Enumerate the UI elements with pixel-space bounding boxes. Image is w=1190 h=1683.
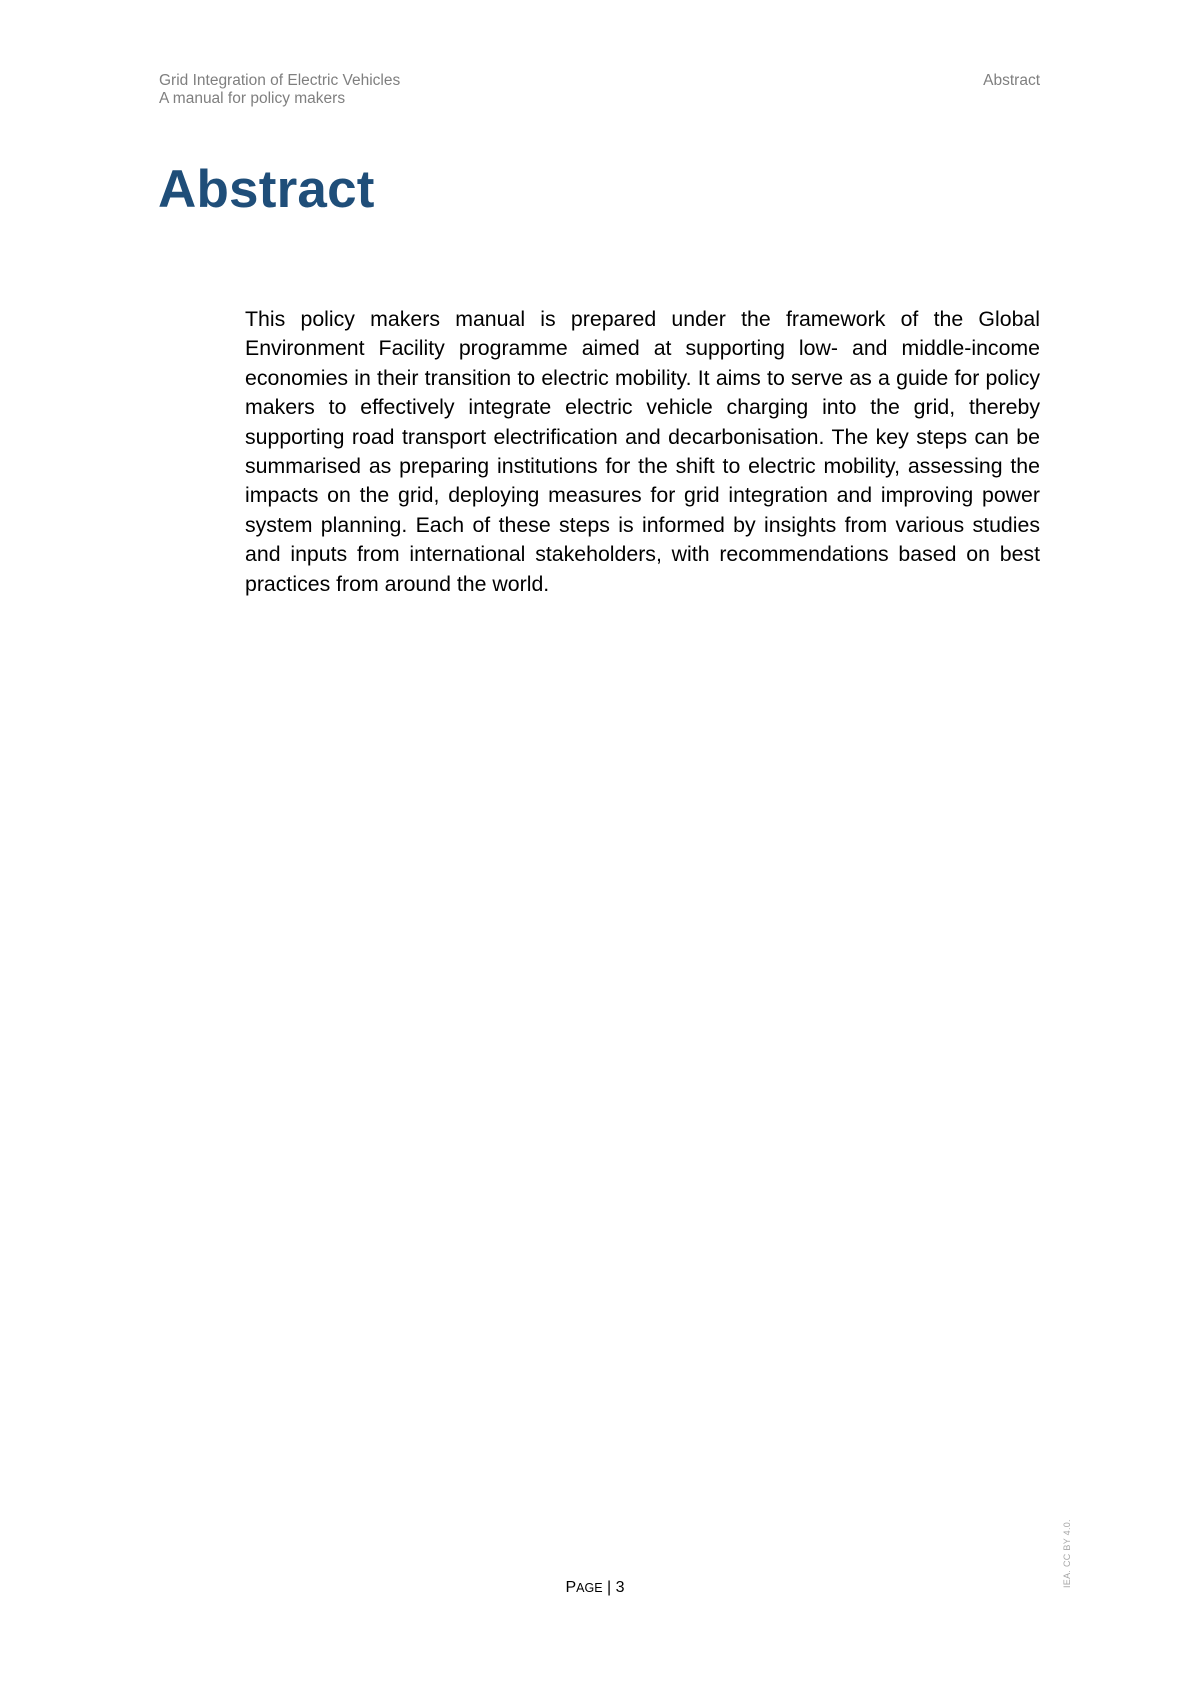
- page-label-initial: P: [565, 1579, 577, 1596]
- page-number: 3: [615, 1579, 625, 1596]
- page-footer: [0, 1579, 1190, 1597]
- document-title: Grid Integration of Electric Vehicles: [159, 72, 401, 89]
- page-title: Abstract: [158, 160, 375, 219]
- abstract-body: This policy makers manual is prepared under the framework of the Global Environment Facility programme aimed at supporting low- and middle-income economies in their transition to electric mobility. It aims to serve as a guide for policy makers to effectively integrate electric vehicle charging into the grid, thereby supporting road transport electrification and decarbonisation. The key steps can be summarised as preparing institutions for the shift to electric mobility, assessing the impacts on the grid, deploying measures for grid integration and improving power system planning. Each of these steps is informed by insights from various studies and inputs from international stakeholders, with recommendations based on best practices from around the world.: [245, 307, 1040, 596]
- license-note: IEA. CC BY 4.0.: [1062, 1519, 1072, 1588]
- page-label: [565, 1579, 602, 1596]
- document-subtitle: A manual for policy makers: [159, 90, 346, 107]
- running-header-left: [159, 72, 400, 108]
- page-label-rest: AGE: [576, 1581, 603, 1595]
- running-header-section: Abstract: [983, 72, 1040, 89]
- page-separator: |: [602, 1579, 616, 1596]
